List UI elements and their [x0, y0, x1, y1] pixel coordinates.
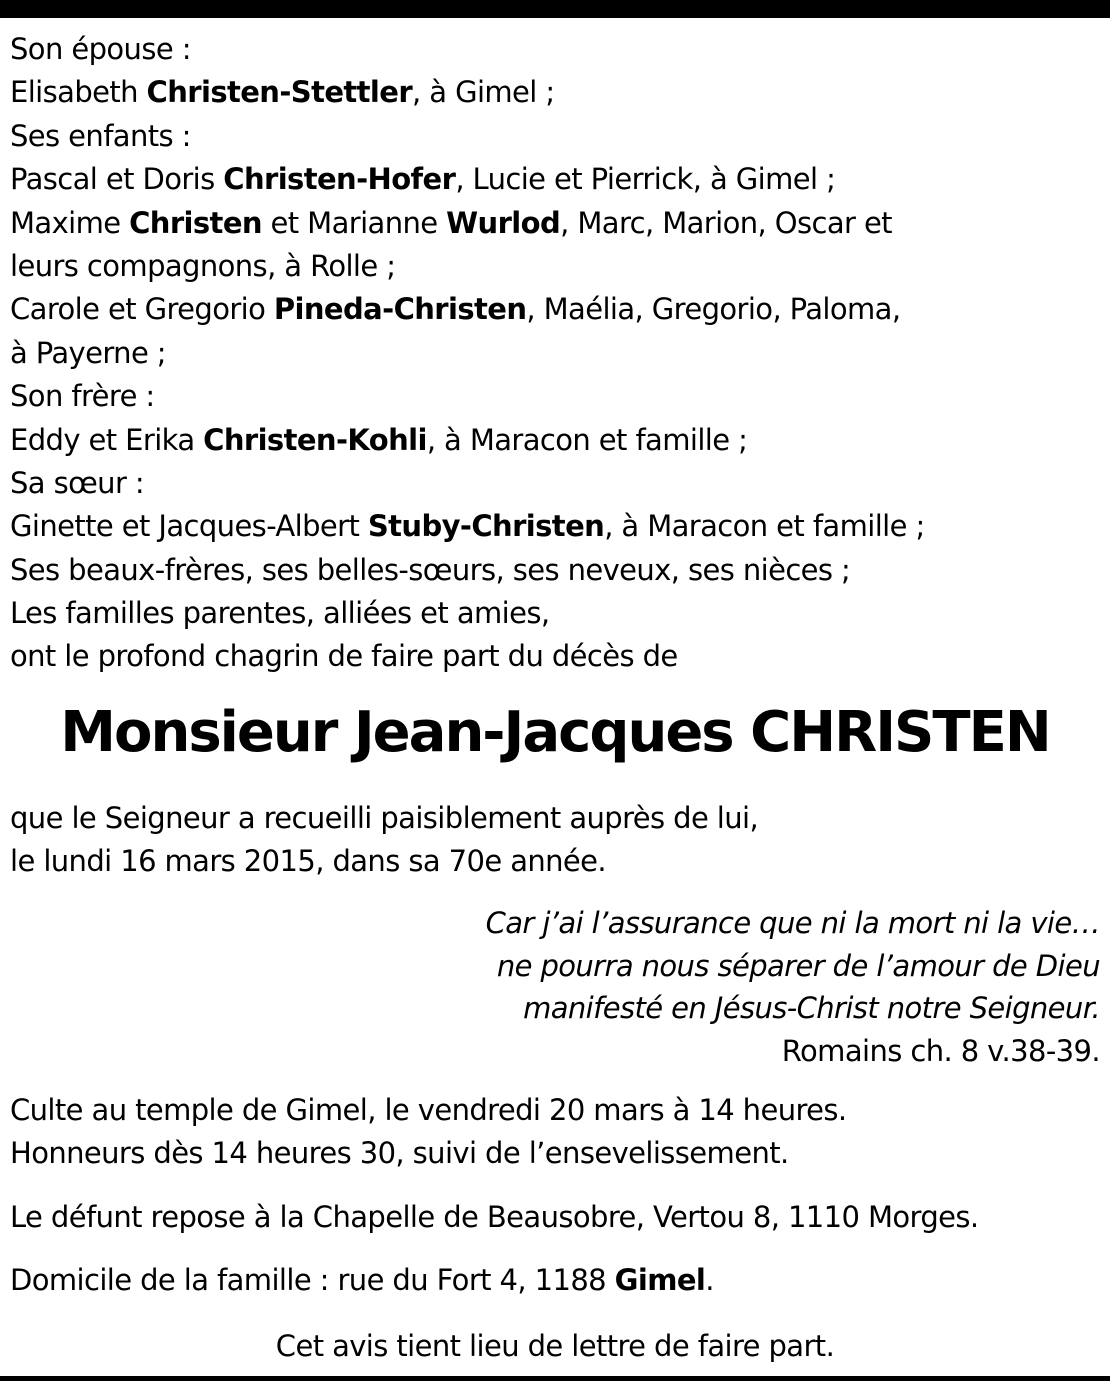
deceased-name: Monsieur Jean-Jacques CHRISTEN	[60, 700, 1050, 765]
family-text: Ses beaux-frères, ses belles-sœurs, ses neveux, ses nièces ;	[10, 552, 851, 587]
family-line	[10, 71, 1100, 114]
family-text: , Lucie et Pierrick, à Gimel ;	[455, 162, 836, 197]
family-text: Maxime	[10, 205, 130, 240]
family-text: Ginette et Jacques-Albert	[10, 509, 368, 544]
death-line: le lundi 16 mars 2015, dans sa 70e année.	[10, 844, 607, 878]
family-line	[10, 462, 1100, 505]
family-surname: Wurlod	[446, 205, 561, 240]
family-text: , à Maracon et famille ;	[604, 509, 925, 544]
quote-reference: Romains ch. 8 v.38-39.	[781, 1033, 1100, 1068]
family-text: Elisabeth	[10, 75, 147, 110]
quote-line: manifesté en Jésus-Christ notre Seigneur.	[523, 991, 1100, 1025]
family-line	[10, 245, 1100, 288]
bottom-border-rule	[0, 1376, 1110, 1381]
repose-line: Le défunt repose à la Chapelle de Beausobre, Vertou 8, 1110 Morges.	[10, 1200, 979, 1234]
family-line	[10, 505, 1100, 548]
quote-line: Car j’ai l’assurance que ni la mort ni la vie…	[485, 906, 1100, 940]
family-text: , Maélia, Gregorio, Paloma,	[526, 292, 901, 327]
family-line	[10, 592, 1100, 635]
family-line	[10, 28, 1100, 71]
top-border-rule	[0, 0, 1110, 18]
family-list	[10, 28, 1100, 679]
family-text: Son frère :	[10, 379, 155, 414]
domicile-line	[10, 1259, 1100, 1302]
family-line	[10, 419, 1100, 462]
family-text: leurs compagnons, à Rolle ;	[10, 248, 396, 283]
quote-line: ne pourra nous séparer de l’amour de Dieu	[496, 948, 1100, 983]
family-line	[10, 158, 1100, 201]
family-line	[10, 332, 1100, 375]
family-text: Carole et Gregorio	[10, 292, 274, 327]
family-text: Sa sœur :	[10, 465, 145, 500]
domicile-suffix: .	[705, 1263, 714, 1297]
closing-note: Cet avis tient lieu de lettre de faire part.	[275, 1329, 835, 1363]
family-text: Les familles parentes, alliées et amies,	[10, 596, 550, 631]
family-surname: Christen-Stettler	[146, 75, 413, 110]
domicile-prefix: Domicile de la famille : rue du Fort 4, 1188	[10, 1263, 615, 1297]
family-text: ont le profond chagrin de faire part du décès de	[10, 639, 678, 674]
repose-info	[10, 1196, 1100, 1239]
family-surname: Christen-Kohli	[203, 422, 427, 457]
family-surname: Christen-Hofer	[223, 162, 456, 197]
death-announcement	[10, 797, 1100, 883]
family-surname: Christen	[129, 205, 262, 240]
family-text: , Marc, Marion, Oscar et	[560, 205, 892, 240]
service-details	[10, 1089, 1100, 1175]
family-text: Pascal et Doris	[10, 162, 224, 197]
family-line	[10, 288, 1100, 331]
family-text: Ses enfants :	[10, 118, 191, 153]
family-line	[10, 375, 1100, 418]
death-line: que le Seigneur a recueilli paisiblement auprès de lui,	[10, 801, 759, 835]
family-line	[10, 549, 1100, 592]
scripture-quote	[100, 902, 1100, 1072]
family-line	[10, 202, 1100, 245]
family-line	[10, 635, 1100, 678]
family-text: , à Maracon et famille ;	[426, 422, 748, 457]
family-surname: Pineda-Christen	[273, 292, 527, 327]
family-text: Eddy et Erika	[10, 422, 204, 457]
family-text: Son épouse :	[10, 32, 191, 66]
domicile-town: Gimel	[614, 1263, 706, 1297]
family-domicile	[10, 1259, 1100, 1302]
family-line	[10, 115, 1100, 158]
family-text: à Payerne ;	[10, 335, 166, 370]
service-line: Culte au temple de Gimel, le vendredi 20 mars à 14 heures.	[10, 1093, 847, 1127]
service-line: Honneurs dès 14 heures 30, suivi de l’ensevelissement.	[10, 1136, 789, 1170]
family-text: , à Gimel ;	[412, 75, 555, 110]
family-surname: Stuby-Christen	[367, 509, 605, 544]
family-text: et Marianne	[261, 205, 447, 240]
